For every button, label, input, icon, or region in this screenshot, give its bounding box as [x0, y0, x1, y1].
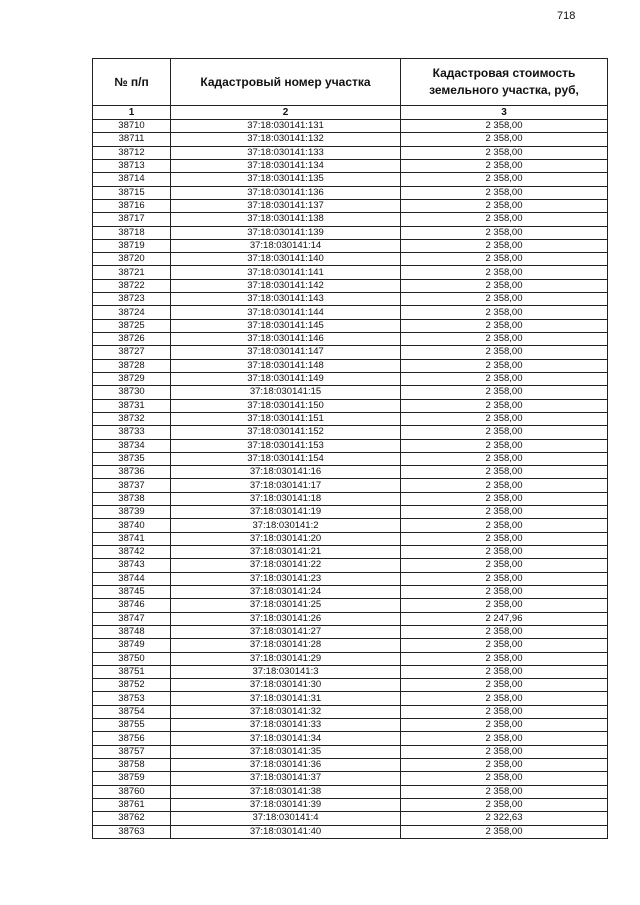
row-number-cell: 38757	[93, 745, 171, 758]
cadastral-value-cell: 2 247,96	[401, 612, 608, 625]
cadastral-number-cell: 37:18:030141:142	[171, 279, 401, 292]
table-row	[93, 532, 608, 545]
row-number-cell: 38718	[93, 226, 171, 239]
table-row	[93, 173, 608, 186]
table-row	[93, 692, 608, 705]
cadastral-number-cell: 37:18:030141:18	[171, 492, 401, 505]
table-row	[93, 572, 608, 585]
cadastral-number-cell: 37:18:030141:131	[171, 120, 401, 133]
cadastral-value-cell: 2 358,00	[401, 772, 608, 785]
cadastral-number-cell: 37:18:030141:137	[171, 199, 401, 212]
table-row	[93, 333, 608, 346]
row-number-cell: 38728	[93, 359, 171, 372]
row-number-cell: 38744	[93, 572, 171, 585]
row-number-cell: 38725	[93, 319, 171, 332]
cadastral-number-cell: 37:18:030141:34	[171, 732, 401, 745]
table-row	[93, 466, 608, 479]
table-row	[93, 120, 608, 133]
cadastral-value-cell: 2 358,00	[401, 253, 608, 266]
page-number: 718	[557, 10, 576, 22]
row-number-cell: 38720	[93, 253, 171, 266]
cadastral-value-cell: 2 358,00	[401, 372, 608, 385]
cadastral-value-cell: 2 358,00	[401, 239, 608, 252]
table-row	[93, 759, 608, 772]
cadastral-value-cell: 2 358,00	[401, 146, 608, 159]
table-row	[93, 559, 608, 572]
row-number-cell: 38739	[93, 506, 171, 519]
cadastral-number-cell: 37:18:030141:27	[171, 625, 401, 638]
table-row	[93, 479, 608, 492]
table-row	[93, 732, 608, 745]
row-number-cell: 38724	[93, 306, 171, 319]
table-row	[93, 213, 608, 226]
cadastral-number-cell: 37:18:030141:152	[171, 426, 401, 439]
cadastral-number-cell: 37:18:030141:39	[171, 798, 401, 811]
cadastral-value-cell: 2 358,00	[401, 798, 608, 811]
cadastral-value-cell: 2 358,00	[401, 599, 608, 612]
cadastral-number-cell: 37:18:030141:4	[171, 812, 401, 825]
row-number-cell: 38740	[93, 519, 171, 532]
row-number-cell: 38752	[93, 679, 171, 692]
table-row	[93, 359, 608, 372]
cadastral-number-cell: 37:18:030141:26	[171, 612, 401, 625]
row-number-cell: 38750	[93, 652, 171, 665]
table-row	[93, 639, 608, 652]
row-number-cell: 38714	[93, 173, 171, 186]
table-row	[93, 399, 608, 412]
table-row	[93, 679, 608, 692]
table-row	[93, 266, 608, 279]
cadastral-number-cell: 37:18:030141:135	[171, 173, 401, 186]
cadastral-value-cell: 2 358,00	[401, 426, 608, 439]
cadastral-number-cell: 37:18:030141:16	[171, 466, 401, 479]
row-number-cell: 38741	[93, 532, 171, 545]
cadastral-number-cell: 37:18:030141:2	[171, 519, 401, 532]
cadastral-value-cell: 2 358,00	[401, 506, 608, 519]
table-row	[93, 426, 608, 439]
cadastral-number-cell: 37:18:030141:3	[171, 665, 401, 678]
table-row	[93, 306, 608, 319]
cadastral-value-cell: 2 358,00	[401, 359, 608, 372]
header-cadastral-value: Кадастровая стоимость земельного участка, руб,	[401, 59, 608, 106]
row-number-cell: 38759	[93, 772, 171, 785]
cadastral-number-cell: 37:18:030141:20	[171, 532, 401, 545]
row-number-cell: 38729	[93, 372, 171, 385]
cadastral-number-cell: 37:18:030141:36	[171, 759, 401, 772]
row-number-cell: 38749	[93, 639, 171, 652]
row-number-cell: 38746	[93, 599, 171, 612]
table-row	[93, 546, 608, 559]
table-row	[93, 439, 608, 452]
cadastral-value-cell: 2 358,00	[401, 692, 608, 705]
cadastral-value-cell: 2 358,00	[401, 279, 608, 292]
table-row	[93, 812, 608, 825]
cadastral-value-cell: 2 358,00	[401, 679, 608, 692]
row-number-cell: 38758	[93, 759, 171, 772]
cadastral-value-cell: 2 358,00	[401, 133, 608, 146]
cadastral-number-cell: 37:18:030141:21	[171, 546, 401, 559]
cadastral-value-cell: 2 358,00	[401, 173, 608, 186]
cadastral-number-cell: 37:18:030141:24	[171, 585, 401, 598]
cadastral-number-cell: 37:18:030141:19	[171, 506, 401, 519]
cadastral-number-cell: 37:18:030141:38	[171, 785, 401, 798]
row-number-cell: 38754	[93, 705, 171, 718]
cadastral-number-cell: 37:18:030141:134	[171, 159, 401, 172]
cadastral-number-cell: 37:18:030141:133	[171, 146, 401, 159]
row-number-cell: 38738	[93, 492, 171, 505]
cadastral-number-cell: 37:18:030141:147	[171, 346, 401, 359]
cadastral-value-cell: 2 358,00	[401, 199, 608, 212]
cadastral-number-cell: 37:18:030141:154	[171, 452, 401, 465]
cadastral-value-cell: 2 358,00	[401, 519, 608, 532]
cadastral-value-cell: 2 358,00	[401, 719, 608, 732]
cadastral-table	[92, 58, 608, 839]
row-number-cell: 38715	[93, 186, 171, 199]
cadastral-number-cell: 37:18:030141:153	[171, 439, 401, 452]
row-number-cell: 38748	[93, 625, 171, 638]
row-number-cell: 38732	[93, 412, 171, 425]
row-number-cell: 38730	[93, 386, 171, 399]
cadastral-value-cell: 2 358,00	[401, 452, 608, 465]
column-number-1: 1	[93, 106, 171, 120]
row-number-cell: 38742	[93, 546, 171, 559]
row-number-cell: 38726	[93, 333, 171, 346]
row-number-cell: 38737	[93, 479, 171, 492]
cadastral-value-cell: 2 358,00	[401, 559, 608, 572]
header-cadastral-number: Кадастровый номер участка	[171, 59, 401, 106]
cadastral-number-cell: 37:18:030141:148	[171, 359, 401, 372]
cadastral-value-cell: 2 358,00	[401, 745, 608, 758]
table-row	[93, 585, 608, 598]
cadastral-number-cell: 37:18:030141:140	[171, 253, 401, 266]
cadastral-number-cell: 37:18:030141:139	[171, 226, 401, 239]
table-row	[93, 226, 608, 239]
row-number-cell: 38761	[93, 798, 171, 811]
cadastral-value-cell: 2 358,00	[401, 546, 608, 559]
row-number-cell: 38723	[93, 293, 171, 306]
table-row	[93, 506, 608, 519]
row-number-cell: 38721	[93, 266, 171, 279]
cadastral-value-cell: 2 358,00	[401, 319, 608, 332]
cadastral-number-cell: 37:18:030141:29	[171, 652, 401, 665]
column-number-3: 3	[401, 106, 608, 120]
table-row	[93, 386, 608, 399]
table-row	[93, 652, 608, 665]
cadastral-value-cell: 2 358,00	[401, 479, 608, 492]
table-row	[93, 319, 608, 332]
cadastral-value-cell: 2 358,00	[401, 625, 608, 638]
table-row	[93, 199, 608, 212]
row-number-cell: 38753	[93, 692, 171, 705]
cadastral-number-cell: 37:18:030141:150	[171, 399, 401, 412]
row-number-cell: 38719	[93, 239, 171, 252]
cadastral-number-cell: 37:18:030141:138	[171, 213, 401, 226]
cadastral-number-cell: 37:18:030141:32	[171, 705, 401, 718]
table-row	[93, 798, 608, 811]
table-row	[93, 599, 608, 612]
row-number-cell: 38745	[93, 585, 171, 598]
row-number-cell: 38747	[93, 612, 171, 625]
cadastral-number-cell: 37:18:030141:15	[171, 386, 401, 399]
cadastral-number-cell: 37:18:030141:146	[171, 333, 401, 346]
cadastral-value-cell: 2 358,00	[401, 585, 608, 598]
row-number-cell: 38736	[93, 466, 171, 479]
table-row	[93, 785, 608, 798]
cadastral-value-cell: 2 358,00	[401, 213, 608, 226]
cadastral-value-cell: 2 358,00	[401, 266, 608, 279]
table-body	[93, 120, 608, 839]
cadastral-number-cell: 37:18:030141:14	[171, 239, 401, 252]
table-row	[93, 825, 608, 838]
table-row	[93, 612, 608, 625]
cadastral-number-cell: 37:18:030141:35	[171, 745, 401, 758]
table-row	[93, 239, 608, 252]
table-row	[93, 719, 608, 732]
cadastral-number-cell: 37:18:030141:30	[171, 679, 401, 692]
column-number-2: 2	[171, 106, 401, 120]
table-row	[93, 279, 608, 292]
cadastral-value-cell: 2 358,00	[401, 159, 608, 172]
cadastral-value-cell: 2 358,00	[401, 532, 608, 545]
table-row	[93, 452, 608, 465]
table-row	[93, 133, 608, 146]
row-number-cell: 38716	[93, 199, 171, 212]
table-row	[93, 492, 608, 505]
row-number-cell: 38722	[93, 279, 171, 292]
cadastral-number-cell: 37:18:030141:151	[171, 412, 401, 425]
table-row	[93, 412, 608, 425]
cadastral-value-cell: 2 358,00	[401, 572, 608, 585]
row-number-cell: 38731	[93, 399, 171, 412]
cadastral-value-cell: 2 358,00	[401, 412, 608, 425]
cadastral-number-cell: 37:18:030141:141	[171, 266, 401, 279]
row-number-cell: 38711	[93, 133, 171, 146]
cadastral-value-cell: 2 358,00	[401, 439, 608, 452]
cadastral-value-cell: 2 358,00	[401, 386, 608, 399]
table-row	[93, 519, 608, 532]
row-number-cell: 38762	[93, 812, 171, 825]
cadastral-value-cell: 2 358,00	[401, 186, 608, 199]
table-row	[93, 625, 608, 638]
cadastral-value-cell: 2 358,00	[401, 399, 608, 412]
cadastral-value-cell: 2 358,00	[401, 639, 608, 652]
table-row	[93, 665, 608, 678]
cadastral-value-cell: 2 358,00	[401, 346, 608, 359]
row-number-cell: 38743	[93, 559, 171, 572]
row-number-cell: 38760	[93, 785, 171, 798]
cadastral-number-cell: 37:18:030141:149	[171, 372, 401, 385]
cadastral-number-cell: 37:18:030141:136	[171, 186, 401, 199]
row-number-cell: 38755	[93, 719, 171, 732]
cadastral-value-cell: 2 358,00	[401, 306, 608, 319]
header-row	[93, 59, 608, 106]
cadastral-value-cell: 2 358,00	[401, 825, 608, 838]
cadastral-number-cell: 37:18:030141:40	[171, 825, 401, 838]
cadastral-number-cell: 37:18:030141:23	[171, 572, 401, 585]
cadastral-value-cell: 2 358,00	[401, 652, 608, 665]
table-row	[93, 772, 608, 785]
cadastral-value-cell: 2 358,00	[401, 705, 608, 718]
cadastral-number-cell: 37:18:030141:28	[171, 639, 401, 652]
table-row	[93, 346, 608, 359]
table-row	[93, 159, 608, 172]
cadastral-number-cell: 37:18:030141:37	[171, 772, 401, 785]
cadastral-number-cell: 37:18:030141:145	[171, 319, 401, 332]
table-row	[93, 372, 608, 385]
row-number-cell: 38710	[93, 120, 171, 133]
cadastral-value-cell: 2 322,63	[401, 812, 608, 825]
cadastral-number-cell: 37:18:030141:17	[171, 479, 401, 492]
table-row	[93, 745, 608, 758]
table-row	[93, 146, 608, 159]
row-number-cell: 38751	[93, 665, 171, 678]
row-number-cell: 38717	[93, 213, 171, 226]
row-number-cell: 38727	[93, 346, 171, 359]
row-number-cell: 38733	[93, 426, 171, 439]
table-row	[93, 293, 608, 306]
table-row	[93, 253, 608, 266]
cadastral-value-cell: 2 358,00	[401, 785, 608, 798]
cadastral-value-cell: 2 358,00	[401, 293, 608, 306]
row-number-cell: 38712	[93, 146, 171, 159]
table-row	[93, 186, 608, 199]
row-number-cell: 38713	[93, 159, 171, 172]
table-row	[93, 705, 608, 718]
row-number-cell: 38734	[93, 439, 171, 452]
cadastral-number-cell: 37:18:030141:132	[171, 133, 401, 146]
row-number-cell: 38735	[93, 452, 171, 465]
cadastral-value-cell: 2 358,00	[401, 120, 608, 133]
cadastral-number-cell: 37:18:030141:143	[171, 293, 401, 306]
cadastral-number-cell: 37:18:030141:144	[171, 306, 401, 319]
cadastral-value-cell: 2 358,00	[401, 466, 608, 479]
header-number: № п/п	[93, 59, 171, 106]
cadastral-number-cell: 37:18:030141:33	[171, 719, 401, 732]
column-number-row	[93, 106, 608, 120]
cadastral-value-cell: 2 358,00	[401, 226, 608, 239]
cadastral-number-cell: 37:18:030141:22	[171, 559, 401, 572]
cadastral-value-cell: 2 358,00	[401, 333, 608, 346]
cadastral-value-cell: 2 358,00	[401, 492, 608, 505]
row-number-cell: 38756	[93, 732, 171, 745]
cadastral-value-cell: 2 358,00	[401, 759, 608, 772]
cadastral-number-cell: 37:18:030141:25	[171, 599, 401, 612]
cadastral-number-cell: 37:18:030141:31	[171, 692, 401, 705]
cadastral-value-cell: 2 358,00	[401, 732, 608, 745]
row-number-cell: 38763	[93, 825, 171, 838]
cadastral-value-cell: 2 358,00	[401, 665, 608, 678]
